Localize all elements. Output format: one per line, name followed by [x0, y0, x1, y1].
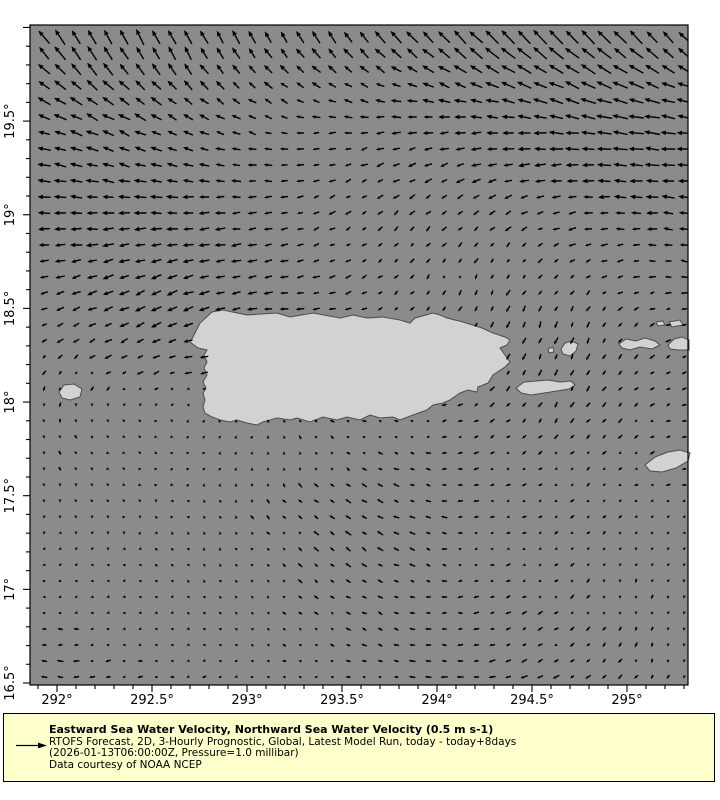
y-tick-label: 17° [3, 577, 18, 601]
legend-text [49, 724, 516, 771]
island-ne-islet-1 [656, 321, 665, 326]
x-tick-label: 293° [231, 693, 263, 708]
y-tick-label: 18° [3, 390, 18, 414]
reference-arrow-icon [15, 740, 49, 751]
legend-title: Eastward Sea Water Velocity, Northward Sea Water Velocity (0.5 m s-1) [49, 723, 494, 736]
y-tick-label: 16.5° [3, 665, 18, 701]
x-tick-label: 292.5° [130, 693, 174, 708]
x-tick-label: 295° [611, 693, 643, 708]
island-mona-island [59, 384, 82, 400]
legend-time-pressure-line: (2026-01-13T06:00:00Z, Pressure=1.0 millibar) [49, 747, 299, 759]
x-tick-label: 294.5° [510, 693, 554, 708]
y-tick-label: 19° [3, 203, 18, 227]
legend-box [3, 713, 715, 782]
y-tick-label: 18.5° [3, 290, 18, 327]
legend-source-line: RTOFS Forecast, 2D, 3-Hourly Prognostic, Global, Latest Model Run, today - today+8days [49, 735, 517, 748]
x-tick-label: 292° [41, 693, 73, 708]
x-tick-label: 293.5° [320, 693, 364, 708]
x-tick-label: 294° [421, 693, 453, 708]
legend-courtesy-line: Data courtesy of NOAA NCEP [49, 758, 202, 771]
y-tick-label: 17.5° [3, 477, 18, 514]
y-tick-label: 19.5° [3, 103, 18, 139]
